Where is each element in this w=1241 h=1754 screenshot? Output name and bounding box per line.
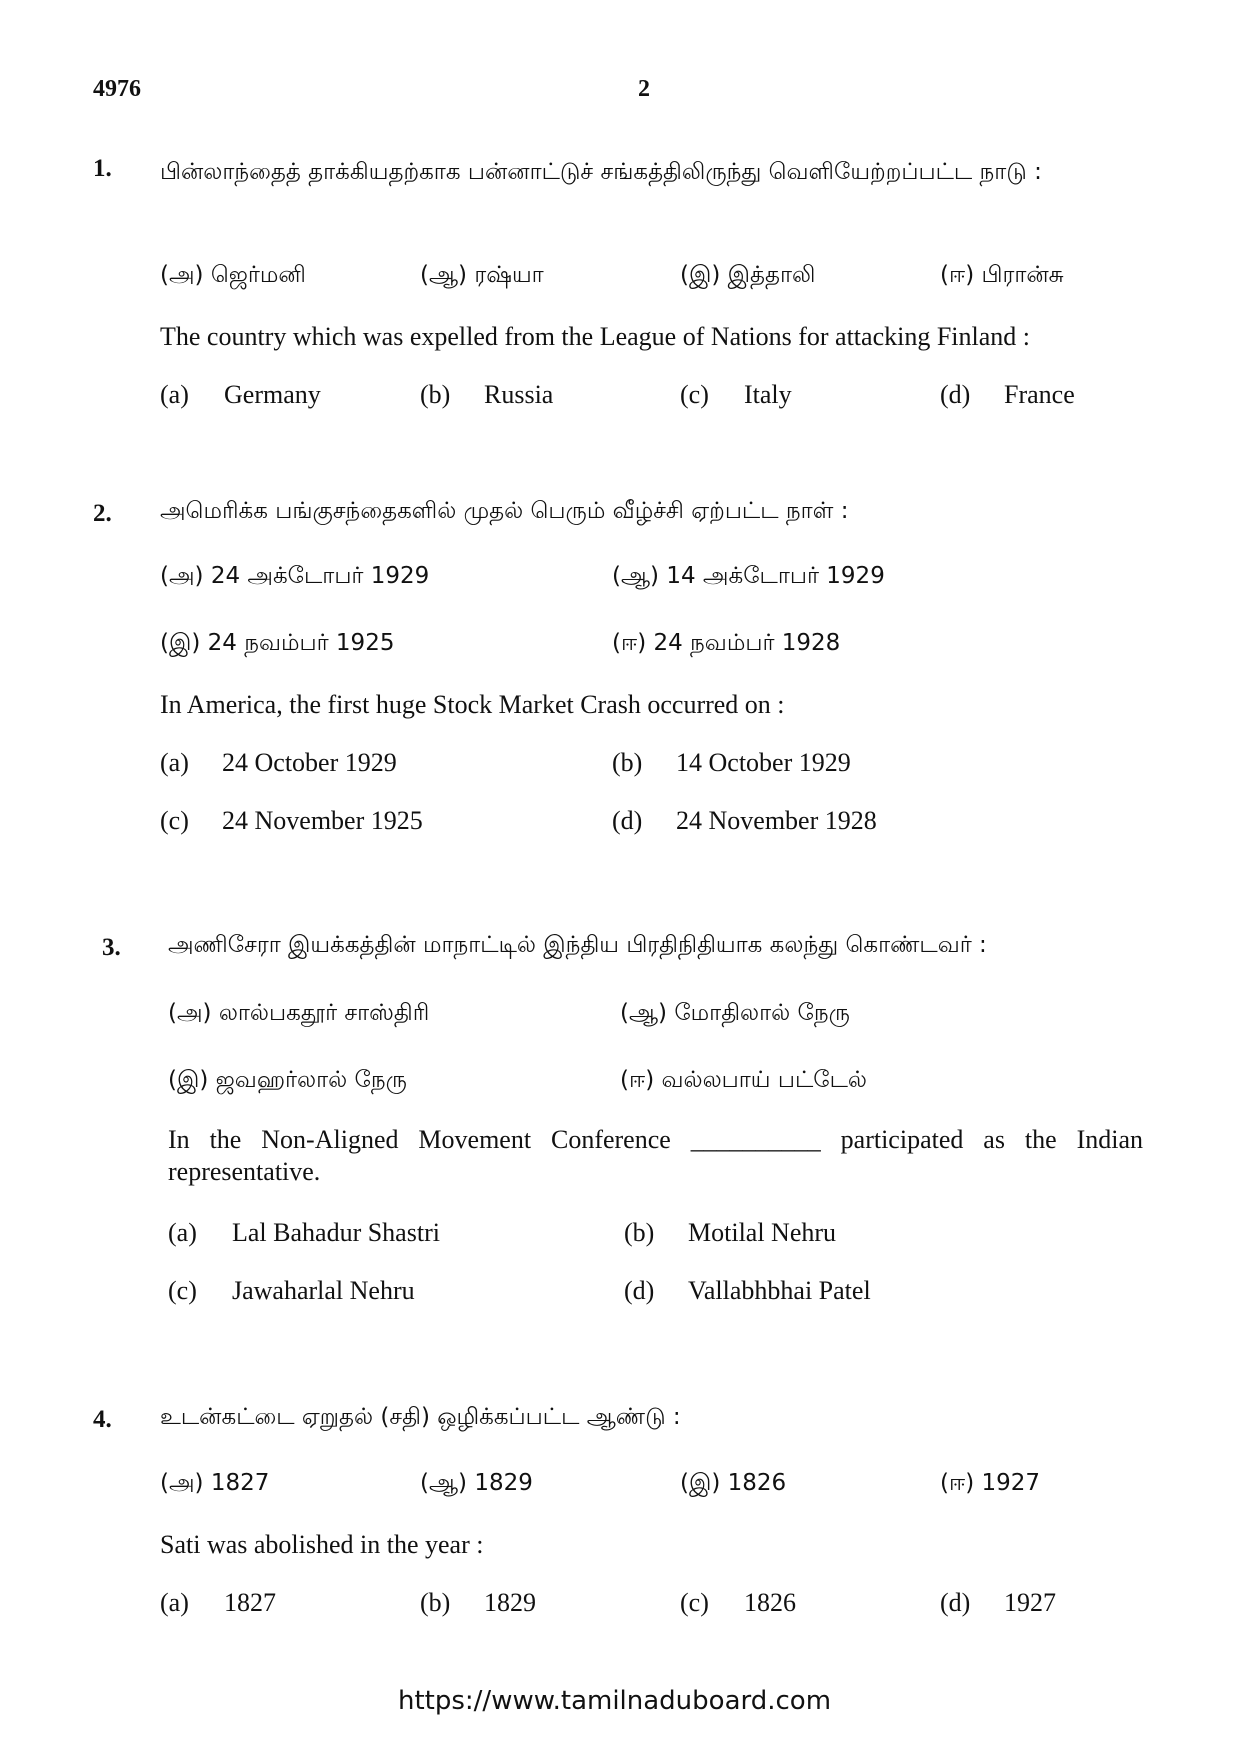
question-number: 1.: [93, 155, 112, 182]
tamil-option: (அ) ஜெர்மனி: [160, 262, 306, 288]
paper-code: 4976: [93, 76, 141, 102]
option-letter: (d): [612, 806, 643, 835]
option-text: 24 October 1929: [222, 748, 397, 777]
option-text: 1826: [744, 1588, 796, 1617]
question-number: 3.: [102, 934, 121, 961]
tamil-option: (இ) ஜவஹர்லால் நேரு: [168, 1067, 407, 1093]
question-english-stem: In America, the first huge Stock Market Crash occurred on :: [160, 690, 785, 719]
option-letter: (d): [624, 1276, 655, 1305]
option-letter: (c): [168, 1276, 197, 1305]
option-text: 24 November 1925: [222, 806, 423, 835]
tamil-option: (ஆ) 14 அக்டோபர் 1929: [612, 563, 885, 589]
option-letter: (b): [612, 748, 643, 777]
option-text: Jawaharlal Nehru: [232, 1276, 415, 1305]
option-letter: (a): [160, 748, 189, 777]
option-letter: (b): [624, 1218, 655, 1247]
option-text: Germany: [224, 380, 321, 409]
tamil-option: (ஆ) ரஷ்யா: [420, 262, 544, 288]
tamil-option: (அ) 24 அக்டோபர் 1929: [160, 563, 430, 589]
option-text: Italy: [744, 380, 792, 409]
question-tamil-stem: அமெரிக்க பங்குசந்தைகளில் முதல் பெரும் வீழ்ச்சி ஏற்பட்ட நாள் :: [160, 498, 849, 524]
option-letter: (a): [168, 1218, 197, 1247]
tamil-option: (ஈ) 24 நவம்பர் 1928: [612, 630, 841, 656]
option-text: France: [1004, 380, 1075, 409]
option-text: Russia: [484, 380, 554, 409]
option-text: Motilal Nehru: [688, 1218, 837, 1247]
option-letter: (b): [420, 380, 451, 409]
tamil-option: (ஆ) 1829: [420, 1470, 533, 1496]
tamil-option: (இ) 24 நவம்பர் 1925: [160, 630, 395, 656]
tamil-option: (ஈ) வல்லபாய் பட்டேல்: [620, 1067, 867, 1093]
tamil-option: (ஈ) பிரான்சு: [940, 262, 1064, 288]
option-letter: (d): [940, 380, 971, 409]
option-text: 14 October 1929: [676, 748, 851, 777]
option-letter: (b): [420, 1588, 451, 1617]
tamil-option: (இ) இத்தாலி: [680, 262, 816, 288]
question-tamil-stem: அணிசேரா இயக்கத்தின் மாநாட்டில் இந்திய பிரதிநிதியாக கலந்து கொண்டவர் :: [168, 932, 987, 958]
option-text: 1827: [224, 1588, 276, 1617]
tamil-option: (ஈ) 1927: [940, 1470, 1041, 1496]
question-tamil-stem: உடன்கட்டை ஏறுதல் (சதி) ஒழிக்கப்பட்ட ஆண்டு :: [160, 1404, 681, 1430]
option-letter: (a): [160, 380, 189, 409]
option-letter: (c): [160, 806, 189, 835]
tamil-option: (இ) 1826: [680, 1470, 787, 1496]
footer-url[interactable]: https://www.tamilnaduboard.com: [398, 1686, 832, 1716]
option-text: 24 November 1928: [676, 806, 877, 835]
tamil-option: (ஆ) மோதிலால் நேரு: [620, 1000, 850, 1026]
option-letter: (c): [680, 380, 709, 409]
tamil-option: (அ) 1827: [160, 1470, 270, 1496]
option-letter: (a): [160, 1588, 189, 1617]
question-number: 2.: [93, 500, 112, 527]
option-text: Lal Bahadur Shastri: [232, 1218, 440, 1247]
question-number: 4.: [93, 1406, 112, 1433]
option-text: Vallabhbhai Patel: [688, 1276, 871, 1305]
option-letter: (d): [940, 1588, 971, 1617]
question-tamil-stem: பின்லாந்தைத் தாக்கியதற்காக பன்னாட்டுச் சங்கத்திலிருந்து வெளியேற்றப்பட்ட நாடு :: [160, 159, 1042, 185]
question-english-stem: In the Non-Aligned Movement Conference __________ participated as the Indian representative.: [168, 1125, 1143, 1186]
option-letter: (c): [680, 1588, 709, 1617]
question-english-stem: Sati was abolished in the year :: [160, 1530, 484, 1559]
tamil-option: (அ) லால்பகதூர் சாஸ்திரி: [168, 1000, 430, 1026]
question-english-stem: The country which was expelled from the League of Nations for attacking Finland :: [160, 322, 1031, 351]
page-number: 2: [638, 76, 650, 102]
option-text: 1829: [484, 1588, 536, 1617]
option-text: 1927: [1004, 1588, 1056, 1617]
